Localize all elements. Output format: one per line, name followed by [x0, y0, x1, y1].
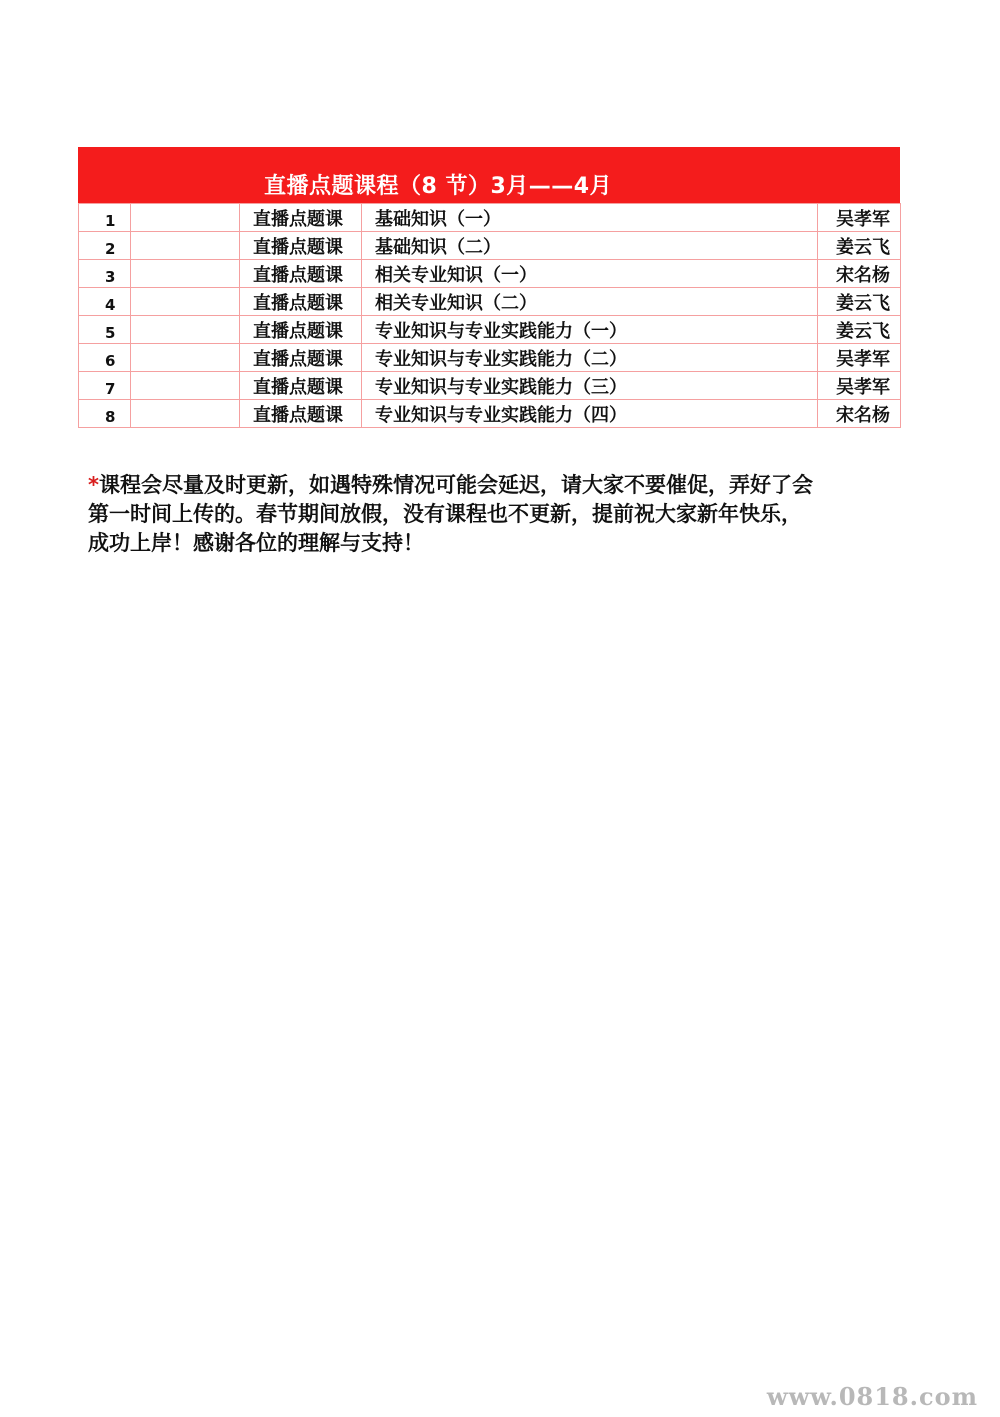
teacher-name: 吴孝军: [818, 204, 901, 232]
table-row: [79, 372, 901, 400]
table-row: [79, 232, 901, 260]
table-row: [79, 260, 901, 288]
row-number: 4: [79, 288, 131, 316]
blank-cell: [131, 204, 240, 232]
blank-cell: [131, 344, 240, 372]
table-row: [79, 288, 901, 316]
course-type: 直播点题课: [240, 204, 362, 232]
course-topic: 相关专业知识（一）: [362, 260, 818, 288]
teacher-name: 宋名杨: [818, 260, 901, 288]
row-number: 2: [79, 232, 131, 260]
teacher-name: 吴孝军: [818, 344, 901, 372]
course-type: 直播点题课: [240, 232, 362, 260]
notice-line-2: 第一时间上传的。春节期间放假，没有课程也不更新，提前祝大家新年快乐，: [88, 502, 802, 526]
course-topic: 相关专业知识（二）: [362, 288, 818, 316]
teacher-name: 姜云飞: [818, 288, 901, 316]
course-type: 直播点题课: [240, 260, 362, 288]
teacher-name: 姜云飞: [818, 316, 901, 344]
teacher-name: 宋名杨: [818, 400, 901, 428]
row-number: 5: [79, 316, 131, 344]
course-type: 直播点题课: [240, 372, 362, 400]
table-row: [79, 316, 901, 344]
row-number: 6: [79, 344, 131, 372]
notice-line-3: 成功上岸！感谢各位的理解与支持！: [88, 531, 424, 555]
row-number: 7: [79, 372, 131, 400]
blank-cell: [131, 260, 240, 288]
table-row: [79, 204, 901, 232]
course-topic: 基础知识（二）: [362, 232, 818, 260]
schedule-header-bar: [78, 147, 900, 203]
blank-cell: [131, 288, 240, 316]
course-topic: 专业知识与专业实践能力（二）: [362, 344, 818, 372]
row-number: 1: [79, 204, 131, 232]
table-row: [79, 400, 901, 428]
asterisk-mark: *: [88, 473, 99, 497]
row-number: 8: [79, 400, 131, 428]
course-topic: 专业知识与专业实践能力（三）: [362, 372, 818, 400]
blank-cell: [131, 232, 240, 260]
course-type: 直播点题课: [240, 288, 362, 316]
site-watermark: www.0818.com: [766, 1382, 978, 1411]
schedule-title: 直播点题课程（8 节）3月——4月: [264, 174, 613, 199]
course-type: 直播点题课: [240, 400, 362, 428]
teacher-name: 吴孝军: [818, 372, 901, 400]
schedule-table-block: [78, 147, 900, 428]
schedule-table: [78, 203, 901, 428]
course-topic: 基础知识（一）: [362, 204, 818, 232]
table-row: [79, 344, 901, 372]
blank-cell: [131, 372, 240, 400]
course-type: 直播点题课: [240, 344, 362, 372]
blank-cell: [131, 400, 240, 428]
course-type: 直播点题课: [240, 316, 362, 344]
course-topic: 专业知识与专业实践能力（一）: [362, 316, 818, 344]
notice-text-1: 课程会尽量及时更新，如遇特殊情况可能会延迟，请大家不要催促，弄好了会: [98, 473, 813, 497]
update-notice: [88, 471, 918, 558]
teacher-name: 姜云飞: [818, 232, 901, 260]
notice-line-1: [88, 471, 918, 500]
row-number: 3: [79, 260, 131, 288]
schedule-rows: [79, 204, 901, 428]
blank-cell: [131, 316, 240, 344]
course-topic: 专业知识与专业实践能力（四）: [362, 400, 818, 428]
